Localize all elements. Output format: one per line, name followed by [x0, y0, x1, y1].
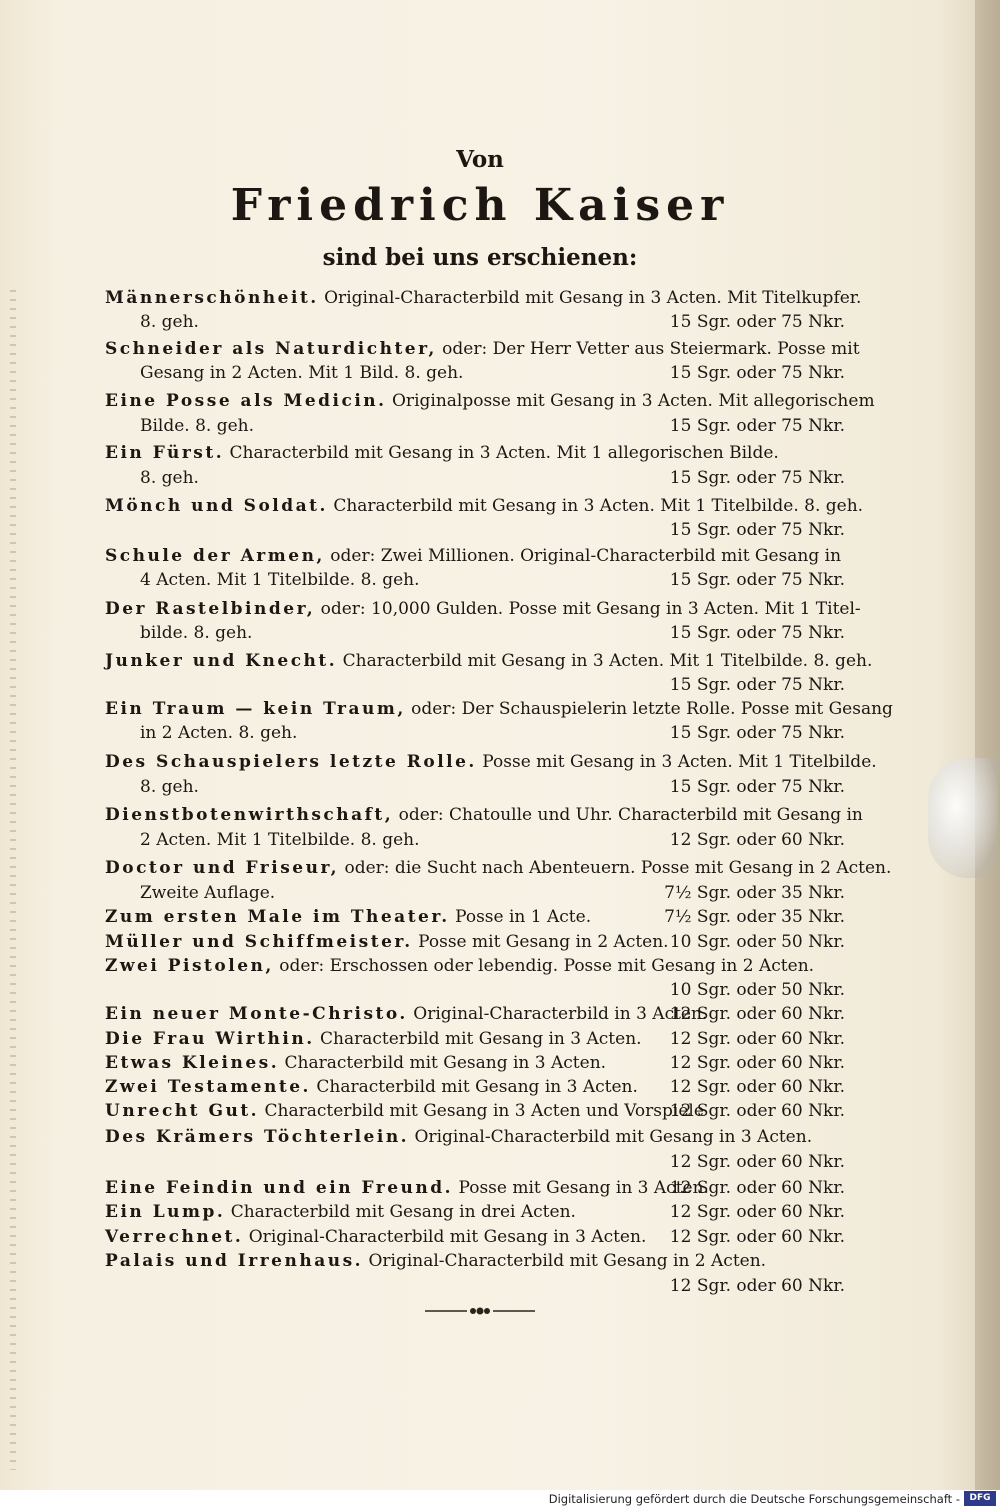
entry-title: Männerschönheit.	[105, 288, 319, 308]
entry-line	[105, 804, 863, 826]
entry-description: Original-Characterbild in 3 Acten.	[413, 1004, 708, 1024]
entry-price: 15 Sgr. oder 75 Nkr.	[669, 363, 845, 383]
entry-line	[105, 1126, 812, 1148]
entry-price: 15 Sgr. oder 75 Nkr.	[669, 723, 845, 743]
entry-line	[105, 495, 863, 517]
entry-title: Palais und Irrenhaus.	[105, 1251, 364, 1271]
entry-price: 15 Sgr. oder 75 Nkr.	[669, 623, 845, 643]
entry-description: oder: Erschossen oder lebendig. Posse mit Gesang in 2 Acten.	[279, 956, 815, 976]
entry-description: oder: 10,000 Gulden. Posse mit Gesang in 3 Acten. Mit 1 Titel-	[320, 599, 861, 619]
entry-price: 12 Sgr. oder 60 Nkr.	[669, 1004, 845, 1024]
entry-description: oder: Chatoulle und Uhr. Characterbild mit Gesang in	[398, 805, 863, 825]
entry-price: 12 Sgr. oder 60 Nkr.	[669, 1077, 845, 1097]
entry-title: Eine Posse als Medicin.	[105, 391, 387, 411]
entry-description: Original-Characterbild mit Gesang in 3 Acten.	[414, 1127, 813, 1147]
entry-title: Ein Traum — kein Traum,	[105, 699, 406, 719]
entry-price: 12 Sgr. oder 60 Nkr.	[669, 1152, 845, 1172]
entry-description: Posse in 1 Acte.	[455, 907, 592, 927]
entry-description: Characterbild mit Gesang in drei Acten.	[230, 1202, 576, 1222]
entry-description: Characterbild mit Gesang in 3 Acten. Mit 1 Titelbilde. 8. geh.	[333, 496, 864, 516]
page-edge	[975, 0, 1000, 1490]
entry-title: Der Rastelbinder,	[105, 599, 316, 619]
entry-line	[105, 931, 669, 953]
entry-line-continued: Gesang in 2 Acten. Mit 1 Bild. 8. geh.	[140, 363, 464, 383]
entry-description: Posse mit Gesang in 2 Acten.	[418, 932, 669, 952]
entry-description: Characterbild mit Gesang in 3 Acten. Mit 1 allegorischen Bilde.	[229, 443, 779, 463]
author-name: Friedrich Kaiser	[230, 180, 730, 231]
entry-line	[105, 650, 872, 672]
entry-line	[105, 1003, 707, 1025]
entry-price: 15 Sgr. oder 75 Nkr.	[669, 570, 845, 590]
entry-line	[105, 1250, 766, 1272]
entry-price: 15 Sgr. oder 75 Nkr.	[669, 520, 845, 540]
entry-description: Characterbild mit Gesang in 3 Acten und Vorspiele	[264, 1101, 704, 1121]
entry-description: Characterbild mit Gesang in 3 Acten.	[320, 1029, 642, 1049]
entry-description: oder: die Sucht nach Abenteuern. Posse mit Gesang in 2 Acten.	[344, 858, 892, 878]
entry-description: Characterbild mit Gesang in 3 Acten.	[316, 1077, 638, 1097]
entry-price: 12 Sgr. oder 60 Nkr.	[669, 1178, 845, 1198]
entry-price: 10 Sgr. oder 50 Nkr.	[669, 980, 845, 1000]
entry-description: oder: Der Herr Vetter aus Steiermark. Posse mit	[442, 339, 860, 359]
entry-line	[105, 1201, 576, 1223]
entry-price: 10 Sgr. oder 50 Nkr.	[669, 932, 845, 952]
entry-description: Original-Characterbild mit Gesang in 3 Acten.	[248, 1227, 647, 1247]
entry-line	[105, 698, 893, 720]
entry-description: Originalposse mit Gesang in 3 Acten. Mit allegorischem	[392, 391, 875, 411]
entry-description: Original-Characterbild mit Gesang in 2 Acten.	[368, 1251, 767, 1271]
entry-title: Zum ersten Male im Theater.	[105, 907, 450, 927]
entry-line	[105, 1226, 646, 1248]
heading-von: Von	[456, 146, 504, 173]
entry-description: oder: Zwei Millionen. Original-Characterbild mit Gesang in	[330, 546, 842, 566]
entry-title: Zwei Pistolen,	[105, 956, 274, 976]
entry-line	[105, 287, 861, 309]
entry-description: Posse mit Gesang in 3 Acten. Mit 1 Titelbilde.	[482, 752, 877, 772]
entry-price: 12 Sgr. oder 60 Nkr.	[669, 1227, 845, 1247]
entry-title: Des Schauspielers letzte Rolle.	[105, 752, 477, 772]
entry-line	[105, 1100, 704, 1122]
entry-title: Dienstbotenwirthschaft,	[105, 805, 394, 825]
entry-title: Ein Fürst.	[105, 443, 225, 463]
entry-description: Original-Characterbild mit Gesang in 3 Acten. Mit Titelkupfer.	[324, 288, 862, 308]
entry-line-continued: 4 Acten. Mit 1 Titelbilde. 8. geh.	[140, 570, 420, 590]
entry-line	[105, 857, 891, 879]
entry-title: Schneider als Naturdichter,	[105, 339, 437, 359]
entry-description: Characterbild mit Gesang in 3 Acten.	[284, 1053, 607, 1073]
entry-line-continued: bilde. 8. geh.	[140, 623, 253, 643]
entry-price: 15 Sgr. oder 75 Nkr.	[669, 312, 845, 332]
entry-line-continued: 8. geh.	[140, 468, 199, 488]
entry-line	[105, 390, 875, 412]
entry-title: Etwas Kleines.	[105, 1053, 280, 1073]
entry-title: Mönch und Soldat.	[105, 496, 328, 516]
entry-price: 12 Sgr. oder 60 Nkr.	[669, 1101, 845, 1121]
entry-line	[105, 598, 861, 620]
entry-line	[105, 338, 860, 360]
entry-line	[105, 442, 779, 464]
entry-price: 12 Sgr. oder 60 Nkr.	[669, 1202, 845, 1222]
entry-line-continued: 8. geh.	[140, 312, 199, 332]
scan-glare	[928, 758, 998, 878]
entry-price: 7½ Sgr. oder 35 Nkr.	[664, 907, 845, 927]
entry-title: Des Krämers Töchterlein.	[105, 1127, 410, 1147]
entry-line-continued: Zweite Auflage.	[140, 883, 276, 903]
entry-price: 15 Sgr. oder 75 Nkr.	[669, 777, 845, 797]
entry-title: Verrechnet.	[105, 1227, 244, 1247]
entry-price: 12 Sgr. oder 60 Nkr.	[669, 1276, 845, 1296]
entry-title: Die Frau Wirthin.	[105, 1029, 315, 1049]
entry-line-continued: 2 Acten. Mit 1 Titelbilde. 8. geh.	[140, 830, 420, 850]
entry-price: 12 Sgr. oder 60 Nkr.	[669, 1053, 845, 1073]
entry-line-continued: in 2 Acten. 8. geh.	[140, 723, 298, 743]
binding-stitches	[10, 290, 16, 1470]
entry-line	[105, 1028, 642, 1050]
entry-description: oder: Der Schauspielerin letzte Rolle. Posse mit Gesang	[411, 699, 893, 719]
dfg-logo[interactable]: DFG	[964, 1491, 996, 1506]
entry-title: Doctor und Friseur,	[105, 858, 340, 878]
entry-title: Eine Feindin und ein Freund.	[105, 1178, 454, 1198]
entry-title: Ein neuer Monte-Christo.	[105, 1004, 408, 1024]
entry-price: 7½ Sgr. oder 35 Nkr.	[664, 883, 845, 903]
subheading: sind bei uns erschienen:	[322, 244, 638, 271]
entry-title: Ein Lump.	[105, 1202, 226, 1222]
entry-line	[105, 545, 841, 567]
entry-line	[105, 1052, 606, 1074]
entry-line	[105, 1177, 709, 1199]
entry-title: Schule der Armen,	[105, 546, 325, 566]
entry-price: 15 Sgr. oder 75 Nkr.	[669, 675, 845, 695]
entry-title: Zwei Testamente.	[105, 1077, 311, 1097]
entry-line-continued: 8. geh.	[140, 777, 199, 797]
entry-line-continued: Bilde. 8. geh.	[140, 416, 255, 436]
entry-line	[105, 906, 591, 928]
entry-price: 15 Sgr. oder 75 Nkr.	[669, 468, 845, 488]
entry-price: 12 Sgr. oder 60 Nkr.	[669, 830, 845, 850]
entry-description: Posse mit Gesang in 3 Acten.	[458, 1178, 709, 1198]
entry-description: Characterbild mit Gesang in 3 Acten. Mit 1 Titelbilde. 8. geh.	[342, 651, 873, 671]
ornament-divider	[425, 1304, 535, 1318]
entry-title: Müller und Schiffmeister.	[105, 932, 413, 952]
entry-line	[105, 751, 877, 773]
entry-title: Unrecht Gut.	[105, 1101, 260, 1121]
entry-line	[105, 955, 814, 977]
entry-line	[105, 1076, 638, 1098]
entry-title: Junker und Knecht.	[105, 651, 338, 671]
entry-price: 12 Sgr. oder 60 Nkr.	[669, 1029, 845, 1049]
funding-note: Digitalisierung gefördert durch die Deutsche Forschungsgemeinschaft -	[548, 1492, 960, 1506]
entry-price: 15 Sgr. oder 75 Nkr.	[669, 416, 845, 436]
